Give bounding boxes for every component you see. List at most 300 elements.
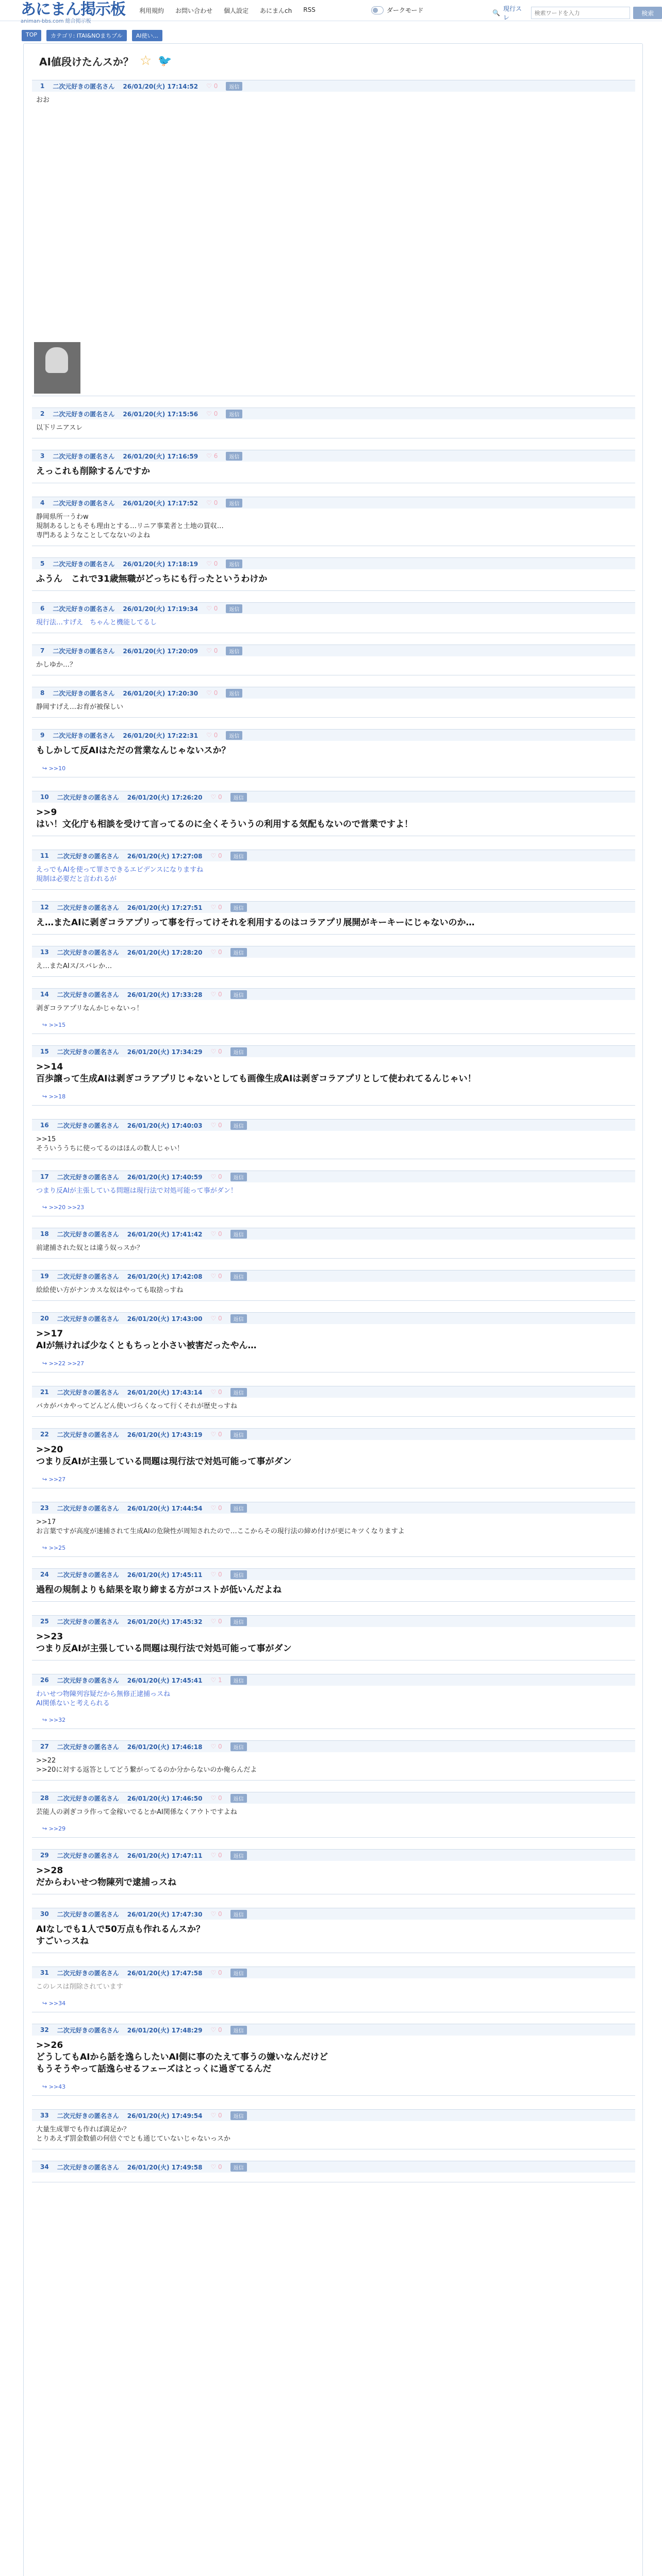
post-number[interactable]: 15: [40, 1048, 49, 1055]
post-date: 26/01/20(火) 17:49:54: [127, 2112, 203, 2120]
reply-button[interactable]: 返信: [226, 731, 242, 740]
post-number[interactable]: 33: [40, 2112, 49, 2119]
reply-links[interactable]: >>29: [48, 1825, 66, 1832]
post: [32, 946, 635, 977]
nav-terms[interactable]: 利用規約: [139, 7, 164, 14]
twitter-bird-icon[interactable]: 🐦: [158, 54, 172, 67]
post: [32, 557, 635, 591]
heart-icon: ♡: [210, 1504, 217, 1512]
post-author: 二次元好きの匿名さん: [57, 852, 119, 860]
reply-links[interactable]: >>10: [48, 765, 66, 772]
like-button[interactable]: [206, 647, 218, 654]
heart-icon: ♡: [210, 1743, 217, 1750]
like-count: 0: [213, 732, 218, 739]
post-number[interactable]: 21: [40, 1388, 49, 1396]
post-number[interactable]: 32: [40, 2026, 49, 2033]
reply-button[interactable]: 返信: [230, 1230, 247, 1239]
post-author: 二次元好きの匿名さん: [57, 1969, 119, 1977]
like-count: 0: [218, 904, 222, 911]
like-count: 0: [218, 1852, 222, 1859]
post-header: [32, 729, 635, 741]
post-body: [32, 2173, 635, 2182]
like-count: 0: [218, 1230, 222, 1238]
heart-icon: ♡: [206, 689, 212, 697]
post: [32, 602, 635, 633]
post-date: 26/01/20(火) 17:47:30: [127, 1910, 203, 1918]
post-header: [32, 988, 635, 1000]
reply-button[interactable]: 返信: [230, 1794, 247, 1803]
post-header: [32, 1502, 635, 1514]
post-header: [32, 1428, 635, 1440]
like-button[interactable]: [210, 1388, 222, 1396]
reply-button[interactable]: 返信: [230, 1272, 247, 1281]
reply-links[interactable]: >>32: [48, 1717, 66, 1723]
search-icon: 🔍: [492, 9, 500, 16]
post-header: [32, 1171, 635, 1182]
post-number[interactable]: 26: [40, 1676, 49, 1684]
like-count: 0: [218, 1969, 222, 1976]
post-author: 二次元好きの匿名さん: [57, 1910, 119, 1918]
like-count: 6: [213, 452, 218, 460]
post: [32, 497, 635, 546]
post-number[interactable]: 24: [40, 1571, 49, 1578]
reply-arrow-icon: ↪: [42, 1022, 47, 1028]
like-count: 0: [218, 1048, 222, 1055]
post-body: 現行法…すげえ ちゃんと機能してるし: [36, 619, 157, 626]
reply-button[interactable]: 返信: [226, 689, 242, 698]
like-button[interactable]: [210, 1618, 222, 1625]
reply-button[interactable]: 返信: [230, 1388, 247, 1397]
reply-button[interactable]: 返信: [230, 793, 247, 802]
reply-button[interactable]: 返信: [230, 1969, 247, 1977]
post-body: AIなしでも1人で50万点も作れるんスか？ すごいっスね: [36, 1924, 205, 1946]
like-count: 0: [213, 647, 218, 654]
post-number[interactable]: 5: [40, 560, 45, 567]
nav-contact[interactable]: お問い合わせ: [175, 7, 213, 14]
post: [32, 1568, 635, 1602]
post-author: 二次元好きの匿名さん: [57, 1048, 119, 1056]
post-header: [32, 1119, 635, 1131]
reply-button[interactable]: 返信: [226, 452, 242, 461]
like-button[interactable]: [206, 732, 218, 739]
heart-icon: ♡: [206, 647, 212, 654]
post: [32, 408, 635, 438]
search-input[interactable]: [531, 7, 631, 19]
like-button[interactable]: [210, 1794, 222, 1802]
post-author: 二次元好きの匿名さん: [53, 82, 115, 90]
reply-button[interactable]: 返信: [230, 1121, 247, 1130]
post-header: [32, 1615, 635, 1627]
like-button[interactable]: [210, 1122, 222, 1129]
reply-button[interactable]: 返信: [230, 2026, 247, 2035]
reply-button[interactable]: 返信: [230, 1742, 247, 1751]
reply-button[interactable]: 返信: [230, 1851, 247, 1860]
post-number[interactable]: 6: [40, 605, 45, 612]
post: [32, 2024, 635, 2096]
post-body: かしゆか…？: [36, 661, 77, 669]
reply-button[interactable]: 返信: [226, 604, 242, 613]
post-number[interactable]: 17: [40, 1173, 49, 1180]
favorite-star-icon[interactable]: ☆: [139, 53, 152, 69]
post-body: >>17 AIが無ければ少なくともちっと小さい被害だったやん…: [36, 1329, 257, 1351]
heart-icon: ♡: [206, 499, 212, 506]
post-number[interactable]: 22: [40, 1431, 49, 1438]
reply-links[interactable]: >>34: [48, 2000, 66, 2007]
post-date: 26/01/20(火) 17:17:52: [123, 499, 198, 507]
post: [32, 1674, 635, 1729]
post-author: 二次元好きの匿名さん: [57, 948, 119, 956]
like-count: 0: [218, 1743, 222, 1750]
like-button[interactable]: [210, 904, 222, 911]
nav-rss[interactable]: RSS: [303, 6, 316, 13]
heart-icon: ♡: [210, 904, 217, 911]
post-number[interactable]: 7: [40, 647, 45, 654]
dark-mode-control[interactable]: [371, 6, 424, 14]
thread-title-row: [39, 53, 172, 69]
reply-button[interactable]: 返信: [230, 2111, 247, 2120]
post-author: 二次元好きの匿名さん: [57, 1618, 119, 1625]
post-header: [32, 1908, 635, 1920]
post-body: え…またAIに剥ぎコラアプリって事を行ってけそれを利用するのはコラアプリ展開がキーキーにじゃないのか…: [36, 918, 475, 928]
search-bar: [492, 4, 662, 22]
like-button[interactable]: [210, 852, 222, 859]
post-number[interactable]: 16: [40, 1122, 49, 1129]
like-button[interactable]: [210, 1676, 222, 1684]
like-count: 0: [213, 499, 218, 506]
post-author: 二次元好きの匿名さん: [57, 1794, 119, 1802]
reply-arrow-icon: ↪: [42, 765, 47, 772]
post-number[interactable]: 12: [40, 904, 49, 911]
post-number[interactable]: 8: [40, 689, 45, 697]
post-date: 26/01/20(火) 17:40:03: [127, 1122, 203, 1129]
reply-links[interactable]: >>18: [48, 1093, 66, 1100]
post-author: 二次元好きの匿名さん: [57, 793, 119, 801]
reply-button[interactable]: 返信: [226, 647, 242, 655]
heart-icon: ♡: [206, 560, 212, 567]
post-date: 26/01/20(火) 17:22:31: [123, 732, 198, 739]
post-number[interactable]: 29: [40, 1852, 49, 1859]
like-button[interactable]: [206, 499, 218, 506]
like-button[interactable]: [210, 793, 222, 801]
heart-icon: ♡: [210, 2112, 217, 2119]
post-body: >>14 百歩譲って生成AIは剥ぎコラアプリじゃないとしても画像生成AIは剥ぎコラアプリとして使われてるんじゃい！: [36, 1062, 476, 1084]
post-header: [32, 602, 635, 614]
reply-button[interactable]: 返信: [230, 1504, 247, 1513]
heart-icon: ♡: [210, 1794, 217, 1802]
post-body: 芸能人の剥ぎコラ作って金稼いでるとかAI関係なくアウトですよね: [36, 1808, 237, 1816]
like-button[interactable]: [210, 1504, 222, 1512]
reply-button[interactable]: 返信: [230, 1047, 247, 1056]
post: [32, 729, 635, 777]
post-body: もしかして反AIはただの営業なんじゃないスか？: [36, 745, 230, 756]
like-count: 0: [218, 1122, 222, 1129]
reply-button[interactable]: 返信: [230, 852, 247, 860]
heart-icon: ♡: [210, 793, 217, 801]
like-count: 0: [218, 2026, 222, 2033]
like-button[interactable]: [210, 1852, 222, 1859]
post-number[interactable]: 30: [40, 1910, 49, 1918]
post-number[interactable]: 19: [40, 1273, 49, 1280]
post-author: 二次元好きの匿名さん: [57, 1230, 119, 1238]
like-count: 0: [218, 1388, 222, 1396]
post-author: 二次元好きの匿名さん: [57, 1431, 119, 1438]
heart-icon: ♡: [210, 1431, 217, 1438]
post-author: 二次元好きの匿名さん: [57, 1173, 119, 1181]
post-number[interactable]: 3: [40, 452, 45, 460]
post-spacer: [32, 110, 635, 337]
breadcrumb-category[interactable]: カテゴリ: ITAI&NOまちプル: [46, 30, 127, 41]
reply-button[interactable]: 返信: [230, 903, 247, 912]
post-header: [32, 850, 635, 861]
post: [32, 1502, 635, 1557]
post-date: 26/01/20(火) 17:49:58: [127, 2163, 203, 2171]
like-button[interactable]: [210, 1273, 222, 1280]
like-button[interactable]: [210, 1431, 222, 1438]
post-number[interactable]: 31: [40, 1969, 49, 1976]
post-header: [32, 2109, 635, 2121]
like-button[interactable]: [206, 689, 218, 697]
post-date: 26/01/20(火) 17:43:14: [127, 1388, 203, 1396]
post-body: バカがバカやってどんどん使いづらくなって行くそれが歴史っすね: [36, 1402, 238, 1410]
like-button[interactable]: [210, 1048, 222, 1055]
post: [32, 850, 635, 890]
post-date: 26/01/20(火) 17:27:08: [127, 852, 203, 860]
post: [32, 450, 635, 483]
post-date: 26/01/20(火) 17:45:32: [127, 1618, 203, 1625]
post-header: [32, 687, 635, 699]
like-button[interactable]: [210, 2112, 222, 2119]
post-date: 26/01/20(火) 17:46:18: [127, 1743, 203, 1751]
reply-links[interactable]: >>43: [48, 2083, 66, 2090]
reply-links[interactable]: >>27: [48, 1476, 66, 1483]
heart-icon: ♡: [210, 1122, 217, 1129]
post-header: [32, 1792, 635, 1804]
reply-links[interactable]: >>15: [48, 1022, 66, 1028]
like-count: 0: [213, 82, 218, 90]
post-date: 26/01/20(火) 17:19:34: [123, 605, 198, 613]
post-author: 二次元好きの匿名さん: [53, 732, 115, 739]
like-count: 0: [218, 1910, 222, 1918]
reply-button[interactable]: 返信: [230, 1617, 247, 1626]
post: [32, 687, 635, 718]
like-button[interactable]: [210, 2163, 222, 2171]
reply-arrow-icon: ↪: [42, 2000, 47, 2007]
post-number[interactable]: 18: [40, 1230, 49, 1238]
nav-animanch[interactable]: あにまんch: [260, 7, 292, 14]
reply-arrow-icon: ↪: [42, 1717, 47, 1723]
post: [32, 1045, 635, 1106]
like-button[interactable]: [210, 948, 222, 956]
like-count: 0: [218, 793, 222, 801]
heart-icon: ♡: [206, 410, 212, 417]
post-header: [32, 1967, 635, 1978]
post: [32, 1615, 635, 1660]
post-image[interactable]: [34, 342, 80, 394]
post-number[interactable]: 28: [40, 1794, 49, 1802]
like-count: 0: [218, 991, 222, 998]
heart-icon: ♡: [210, 1315, 217, 1322]
post-author: 二次元好きの匿名さん: [53, 605, 115, 613]
reply-arrow-icon: ↪: [42, 2083, 47, 2090]
logo-subtext: animan-bbs.com 総合掲示板: [21, 19, 91, 24]
reply-arrow-icon: ↪: [42, 1545, 47, 1551]
post: [32, 1740, 635, 1781]
post-number[interactable]: 27: [40, 1743, 49, 1750]
reply-links[interactable]: >>25: [48, 1545, 66, 1551]
post-author: 二次元好きの匿名さん: [57, 904, 119, 911]
post: [32, 901, 635, 935]
like-count: 0: [218, 1571, 222, 1578]
heart-icon: ♡: [210, 1969, 217, 1976]
post-number[interactable]: 1: [40, 82, 45, 90]
like-button[interactable]: [206, 452, 218, 460]
post-date: 26/01/20(火) 17:18:19: [123, 560, 198, 568]
post-body: このレスは削除されています: [36, 1983, 123, 1991]
site-header: [0, 0, 662, 24]
post-header: [32, 1740, 635, 1752]
breadcrumb-thread[interactable]: AI使い...: [132, 30, 162, 41]
reply-button[interactable]: 返信: [230, 1314, 247, 1323]
post-date: 26/01/20(火) 17:26:20: [127, 793, 203, 801]
heart-icon: ♡: [210, 1273, 217, 1280]
post-body: 剥ぎコラアプリなんかじゃないっ！: [36, 1005, 143, 1012]
post-date: 26/01/20(火) 17:43:19: [127, 1431, 203, 1438]
post-body: 過程の規制よりも結果を取り締まる方がコストが低いんだよね: [36, 1585, 282, 1595]
post: [32, 1386, 635, 1417]
thread-title: AI値段けたんスか？: [39, 55, 134, 68]
heart-icon: ♡: [210, 948, 217, 956]
post-author: 二次元好きの匿名さん: [53, 560, 115, 568]
post: [32, 1228, 635, 1259]
post-author: 二次元好きの匿名さん: [57, 2026, 119, 2034]
like-count: 0: [218, 1315, 222, 1322]
post-body: わいせつ物陳列容疑だから無修正逮捕っスね AI関係ないと考えられる: [36, 1690, 171, 1707]
post-author: 二次元好きの匿名さん: [53, 410, 115, 418]
reply-button[interactable]: 返信: [230, 990, 247, 999]
reply-button[interactable]: 返信: [230, 2163, 247, 2172]
post-body: つまり反AIが主張している問題は現行法で対処可能って事がダン！: [36, 1187, 237, 1195]
post-number[interactable]: 13: [40, 948, 49, 956]
like-button[interactable]: [210, 1173, 222, 1180]
like-button[interactable]: [206, 82, 218, 90]
post-date: 26/01/20(火) 17:44:54: [127, 1504, 203, 1512]
like-button[interactable]: [206, 410, 218, 417]
like-count: 0: [218, 1504, 222, 1512]
heart-icon: ♡: [210, 1388, 217, 1396]
post-number[interactable]: 25: [40, 1618, 49, 1625]
search-button[interactable]: 検索: [633, 7, 662, 19]
post-body: ふうん これで31歳無職がどっちにも行ったというわけか: [36, 574, 268, 584]
reply-button[interactable]: 返信: [226, 410, 242, 418]
post-body: おお: [36, 96, 50, 104]
like-button[interactable]: [210, 1969, 222, 1976]
post-number[interactable]: 10: [40, 793, 49, 801]
post-date: 26/01/20(火) 17:16:59: [123, 452, 198, 460]
reply-button[interactable]: 返信: [230, 1430, 247, 1439]
heart-icon: ♡: [210, 1852, 217, 1859]
like-count: 0: [218, 948, 222, 956]
nav-settings[interactable]: 個人設定: [224, 7, 249, 14]
like-button[interactable]: [210, 2026, 222, 2033]
site-logo[interactable]: [21, 2, 125, 24]
post-header: [32, 901, 635, 913]
post-header: [32, 557, 635, 569]
heart-icon: ♡: [210, 1173, 217, 1180]
reply-links[interactable]: >>20 >>23: [48, 1204, 85, 1211]
reply-arrow-icon: ↪: [42, 1476, 47, 1483]
post-number[interactable]: 11: [40, 852, 49, 859]
heart-icon: ♡: [206, 732, 212, 739]
reply-arrow-icon: ↪: [42, 1204, 47, 1211]
like-button[interactable]: [210, 991, 222, 998]
reply-button[interactable]: 返信: [230, 1173, 247, 1181]
like-button[interactable]: [206, 605, 218, 612]
like-button[interactable]: [210, 1571, 222, 1578]
post-header: [32, 1568, 635, 1580]
post: [32, 1849, 635, 1894]
post-number[interactable]: 9: [40, 732, 45, 739]
reply-button[interactable]: 返信: [230, 948, 247, 957]
reply-button[interactable]: 返信: [226, 499, 242, 507]
breadcrumb: [22, 30, 162, 41]
dark-mode-toggle[interactable]: [371, 6, 384, 14]
reply-button[interactable]: 返信: [230, 1570, 247, 1579]
post-author: 二次元好きの匿名さん: [57, 2112, 119, 2120]
heart-icon: ♡: [210, 1571, 217, 1578]
reply-button[interactable]: 返信: [230, 1910, 247, 1919]
post-date: 26/01/20(火) 17:45:11: [127, 1571, 203, 1579]
post-author: 二次元好きの匿名さん: [57, 1273, 119, 1280]
heart-icon: ♡: [210, 1230, 217, 1238]
post-date: 26/01/20(火) 17:47:58: [127, 1969, 203, 1977]
post-date: 26/01/20(火) 17:14:52: [123, 82, 198, 90]
post-header: [32, 2024, 635, 2036]
post-author: 二次元好きの匿名さん: [53, 647, 115, 655]
post: [32, 80, 635, 396]
post-number[interactable]: 2: [40, 410, 45, 417]
post-author: 二次元好きの匿名さん: [57, 1676, 119, 1684]
like-button[interactable]: [210, 1315, 222, 1322]
post-number[interactable]: 23: [40, 1504, 49, 1512]
like-button[interactable]: [210, 1910, 222, 1918]
post-body: >>22 >>20に対する返答としてどう繋がってるのか分からないのか俺らんだよ: [36, 1757, 257, 1774]
post-body: >>28 だからわいせつ物陳列で逮捕っスね: [36, 1866, 176, 1888]
post-number[interactable]: 4: [40, 499, 45, 506]
post-number[interactable]: 34: [40, 2163, 49, 2171]
post: [32, 2161, 635, 2182]
like-button[interactable]: [206, 560, 218, 567]
heart-icon: ♡: [210, 1910, 217, 1918]
reply-links[interactable]: >>22 >>27: [48, 1360, 85, 1367]
post-number[interactable]: 20: [40, 1315, 49, 1322]
reply-button[interactable]: 返信: [226, 82, 242, 91]
post-author: 二次元好きの匿名さん: [57, 1315, 119, 1323]
like-count: 0: [213, 605, 218, 612]
reply-button[interactable]: 返信: [230, 1676, 247, 1685]
reply-button[interactable]: 返信: [226, 560, 242, 568]
like-button[interactable]: [210, 1743, 222, 1750]
post-number[interactable]: 14: [40, 991, 49, 998]
breadcrumb-top[interactable]: TOP: [22, 30, 41, 41]
like-count: 0: [218, 1173, 222, 1180]
like-button[interactable]: [210, 1230, 222, 1238]
post: [32, 2109, 635, 2149]
post-body: >>20 つまり反AIが主張している問題は現行法で対処可能って事がダン: [36, 1445, 292, 1467]
like-count: 0: [213, 560, 218, 567]
search-category[interactable]: 現行スレ: [503, 5, 522, 21]
post-header: [32, 1045, 635, 1057]
like-count: 0: [213, 410, 218, 417]
